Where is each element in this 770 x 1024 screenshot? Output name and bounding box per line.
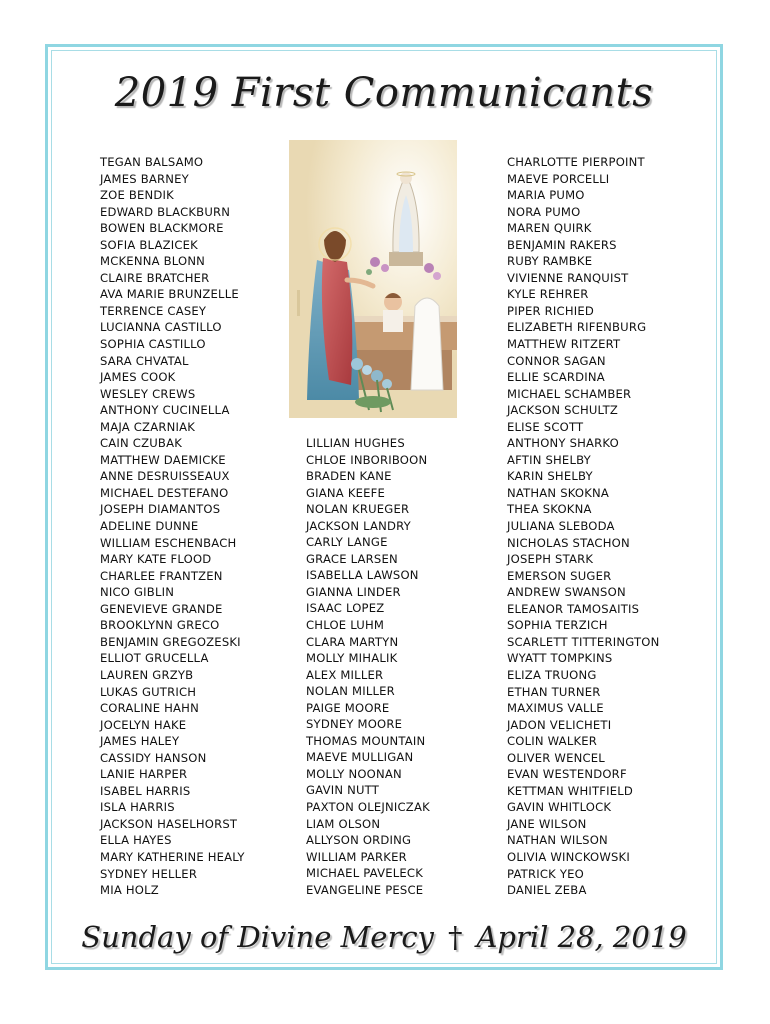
communicant-name: MAEVE MULLIGAN (306, 750, 414, 765)
communicant-name: NOLAN KRUEGER (306, 502, 410, 517)
communicant-name: ELLA HAYES (100, 833, 172, 848)
communicant-name: MATTHEW DAEMICKE (100, 452, 226, 467)
communicant-name: SCARLETT TITTERINGTON (507, 634, 660, 649)
communicant-name: MARY KATHERINE HEALY (100, 849, 245, 864)
communicant-name: EVANGELINE PESCE (306, 882, 424, 897)
communicant-name: RUBY RAMBKE (507, 254, 593, 269)
communicant-name: PAIGE MOORE (306, 700, 390, 715)
communicant-name: PATRICK YEO (507, 866, 584, 881)
communicant-name: ZOE BENDIK (100, 188, 174, 203)
communicant-name: MARIA PUMO (507, 188, 585, 203)
communicant-name: KARIN SHELBY (507, 469, 593, 484)
communicant-name: NATHAN WILSON (507, 833, 608, 848)
communicant-name: SARA CHVATAL (100, 353, 189, 368)
communicant-name: CORALINE HAHN (100, 701, 199, 716)
communicant-name: WYATT TOMPKINS (507, 651, 613, 666)
communicant-name: CHLOE LUHM (306, 618, 385, 633)
communicant-name: MICHAEL PAVELECK (306, 866, 424, 881)
communicant-name: GAVIN WHITLOCK (507, 800, 612, 815)
names-column-1 (100, 154, 245, 899)
communicant-name: ISABELLA LAWSON (306, 568, 419, 583)
communicant-name: JANE WILSON (507, 816, 587, 831)
communicant-name: MAREN QUIRK (507, 221, 592, 236)
communicant-name: ANNE DESRUISSEAUX (100, 469, 230, 484)
communicant-name: ELISE SCOTT (507, 419, 584, 434)
communicant-name: JACKSON SCHULTZ (507, 403, 619, 418)
footer-date-line (51, 920, 717, 954)
communicant-name: LILLIAN HUGHES (306, 436, 405, 450)
communicant-name: ELIZABETH RIFENBURG (507, 320, 647, 335)
communicant-name: ANTHONY CUCINELLA (100, 403, 230, 418)
communicant-name: SYDNEY MOORE (306, 717, 403, 732)
communicant-name: MATTHEW RITZERT (507, 337, 621, 352)
communicant-name: GAVIN NUTT (306, 783, 379, 798)
communicant-name: CLARA MARTYN (306, 634, 399, 649)
page-title: 2019 First Communicants (114, 70, 654, 116)
communicant-name: ADELINE DUNNE (100, 519, 199, 534)
communicant-name: JAMES HALEY (100, 734, 180, 749)
communicant-name: PIPER RICHIED (507, 303, 595, 318)
communicant-name: JACKSON HASELHORST (100, 816, 238, 831)
communicant-name: JAMES BARNEY (100, 171, 189, 186)
communicant-name: WILLIAM PARKER (306, 849, 407, 864)
communicant-name: KYLE REHRER (507, 287, 589, 302)
communicant-name: AFTIN SHELBY (507, 452, 591, 467)
communicant-name: ANDREW SWANSON (507, 585, 626, 600)
communicant-name: ALEX MILLER (306, 667, 384, 682)
communicant-name: THOMAS MOUNTAIN (306, 733, 426, 748)
communicant-name: NICHOLAS STACHON (507, 535, 630, 550)
communicant-name: LIAM OLSON (306, 816, 381, 831)
communicant-name: CONNOR SAGAN (507, 353, 606, 368)
communicant-name: ELEANOR TAMOSAITIS (507, 601, 640, 616)
communicant-name: GRACE LARSEN (306, 551, 398, 566)
communicant-name: ISAAC LOPEZ (306, 601, 385, 616)
communicant-name: EMERSON SUGER (507, 568, 612, 583)
communicant-name: MOLLY NOONAN (306, 766, 402, 781)
communicant-name: LAUREN GRZYB (100, 667, 194, 682)
communicant-name: NOLAN MILLER (306, 684, 395, 699)
communicant-name: LUCIANNA CASTILLO (100, 320, 222, 335)
communicant-name: CLAIRE BRATCHER (100, 270, 210, 285)
communicant-name: CHARLEE FRANTZEN (100, 568, 223, 583)
communicant-name: JAMES COOK (100, 370, 176, 385)
communicant-name: MAXIMUS VALLE (507, 701, 604, 716)
communicant-name: WESLEY CREWS (100, 386, 196, 401)
communicant-name: ELLIOT GRUCELLA (100, 651, 209, 666)
communicant-name: BENJAMIN GREGOZESKI (100, 634, 241, 649)
jesus-first-communion-illustration (289, 140, 457, 418)
communicant-name: BRADEN KANE (306, 469, 392, 484)
communicant-name: JACKSON LANDRY (306, 518, 411, 533)
communicant-name: MAEVE PORCELLI (507, 171, 610, 186)
communicant-name: EVAN WESTENDORF (507, 767, 627, 782)
names-column-2 (306, 435, 430, 898)
communicant-name: BOWEN BLACKMORE (100, 221, 224, 236)
communicant-name: EDWARD BLACKBURN (100, 204, 231, 219)
communicant-name: OLIVER WENCEL (507, 750, 605, 765)
communicant-name: ISABEL HARRIS (100, 783, 191, 798)
footer-occasion: Sunday of Divine Mercy (81, 920, 434, 954)
communicant-name: ANTHONY SHARKO (507, 436, 619, 451)
communicant-name: GIANA KEEFE (306, 485, 386, 500)
communicant-name: LANIE HARPER (100, 767, 188, 782)
communicant-name: TEGAN BALSAMO (100, 155, 204, 169)
communicant-name: JULIANA SLEBODA (507, 519, 615, 534)
communicant-name: LUKAS GUTRICH (100, 684, 197, 699)
communicant-name: BENJAMIN RAKERS (507, 237, 617, 252)
communicant-name: ALLYSON ORDING (306, 833, 412, 848)
communicant-name: OLIVIA WINCKOWSKI (507, 849, 630, 864)
communicant-name: MICHAEL SCHAMBER (507, 386, 632, 401)
communicant-name: ELIZA TRUONG (507, 667, 597, 682)
communicant-name: COLIN WALKER (507, 734, 598, 749)
communicant-name: SYDNEY HELLER (100, 866, 198, 881)
communicant-name: MAJA CZARNIAK (100, 419, 196, 434)
communicant-name: WILLIAM ESCHENBACH (100, 535, 237, 550)
footer-date: April 28, 2019 (476, 920, 687, 954)
communicant-name: NORA PUMO (507, 204, 581, 219)
communicant-name: CHARLOTTE PIERPOINT (507, 155, 645, 169)
communicant-name: PAXTON OLEJNICZAK (306, 800, 430, 815)
communicant-name: JOSEPH DIAMANTOS (100, 502, 221, 517)
communicant-name: SOPHIA TERZICH (507, 618, 608, 633)
communicant-name: CARLY LANGE (306, 535, 388, 550)
communicant-name: SOFIA BLAZICEK (100, 237, 198, 252)
communicant-name: CHLOE INBORIBOON (306, 452, 428, 467)
communicant-name: NICO GIBLIN (100, 585, 175, 600)
communicant-name: CAIN CZUBAK (100, 436, 183, 451)
communicant-name: ETHAN TURNER (507, 684, 601, 699)
communicant-name: JOSEPH STARK (507, 552, 594, 567)
communicant-name: NATHAN SKOKNA (507, 485, 610, 500)
names-column-3 (507, 154, 659, 899)
communicant-name: THEA SKOKNA (507, 502, 592, 517)
communicant-name: ELLIE SCARDINA (507, 370, 605, 385)
communicant-name: DANIEL ZEBA (507, 883, 587, 898)
communicant-name: KETTMAN WHITFIELD (507, 783, 634, 798)
communicant-name: ISLA HARRIS (100, 800, 175, 815)
communicant-name: JOCELYN HAKE (100, 717, 187, 732)
communicant-name: GIANNA LINDER (306, 584, 401, 599)
communicant-name: SOPHIA CASTILLO (100, 337, 206, 352)
communicant-name: MOLLY MIHALIK (306, 651, 398, 666)
communicant-name: MARY KATE FLOOD (100, 552, 212, 567)
communicant-name: JADON VELICHETI (507, 717, 612, 732)
communicant-name: VIVIENNE RANQUIST (507, 270, 629, 285)
communicant-name: MICHAEL DESTEFANO (100, 485, 229, 500)
cross-icon: † (447, 920, 463, 954)
communicant-name: MIA HOLZ (100, 883, 159, 898)
communicant-name: AVA MARIE BRUNZELLE (100, 287, 239, 302)
communicant-name: MCKENNA BLONN (100, 254, 206, 269)
communicant-name: GENEVIEVE GRANDE (100, 601, 223, 616)
communicant-name: TERRENCE CASEY (100, 303, 207, 318)
communicant-name: CASSIDY HANSON (100, 750, 207, 765)
communicant-name: BROOKLYNN GRECO (100, 618, 220, 633)
